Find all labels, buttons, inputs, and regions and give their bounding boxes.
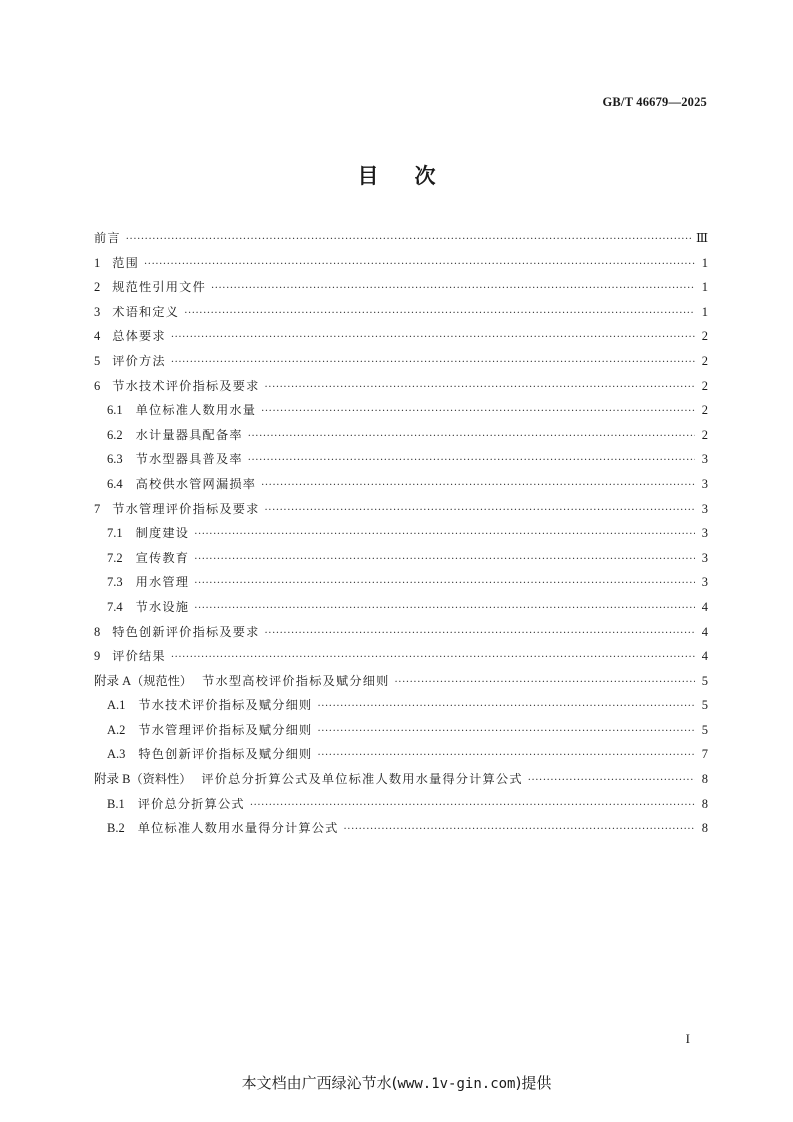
toc-entry-page: 2	[701, 353, 708, 368]
toc-entry[interactable]	[94, 497, 708, 522]
toc-entry-page: 2	[701, 378, 708, 393]
toc-leader-dots	[248, 425, 695, 450]
toc-leader-dots	[317, 744, 695, 769]
toc-leader-dots	[317, 720, 695, 745]
toc-entry[interactable]	[94, 423, 708, 448]
toc-entry-label: 节水管理评价指标及要求	[112, 501, 260, 516]
toc-entry-number: 7	[94, 501, 101, 516]
toc-entry[interactable]	[94, 349, 708, 374]
toc-entry-number: 7.1	[107, 526, 123, 541]
toc-entry-number: A.2	[107, 722, 126, 737]
toc-entry-number: 8	[94, 624, 101, 639]
toc-entry-number: 5	[94, 353, 101, 368]
toc-entry[interactable]	[94, 718, 708, 743]
toc-entry[interactable]	[94, 816, 708, 841]
standard-code: GB/T 46679—2025	[602, 95, 707, 109]
toc-entry-number: B.2	[107, 821, 125, 836]
toc-entry-number: B.1	[107, 796, 125, 811]
toc-entry-page: 8	[701, 821, 708, 836]
page-title: 目次	[357, 164, 472, 188]
toc-entry[interactable]	[94, 669, 708, 694]
toc-entry-number: 7.2	[107, 550, 123, 565]
toc-entry[interactable]	[94, 644, 708, 669]
table-of-contents	[94, 226, 708, 841]
toc-entry-label: 宣传教育	[135, 550, 190, 565]
toc-entry-label: 节水型高校评价指标及赋分细则	[202, 673, 390, 688]
toc-entry-number: 7.3	[107, 575, 123, 590]
toc-entry-page: 5	[701, 698, 708, 713]
toc-entry-page: 7	[701, 747, 708, 762]
toc-leader-dots	[261, 400, 695, 425]
toc-leader-dots	[194, 572, 695, 597]
toc-entry-number: A.1	[107, 698, 126, 713]
toc-entry-number: A.3	[107, 747, 126, 762]
toc-entry-page: 3	[701, 501, 708, 516]
toc-leader-dots	[126, 228, 691, 253]
toc-entry-label: 节水设施	[135, 599, 190, 614]
toc-entry-number: 6.3	[107, 452, 123, 467]
toc-leader-dots	[261, 474, 695, 499]
toc-entry-page: 2	[701, 329, 708, 344]
toc-entry-label: 用水管理	[135, 575, 190, 590]
toc-entry-number: 6	[94, 378, 101, 393]
toc-leader-dots	[250, 794, 695, 819]
toc-entry[interactable]	[94, 226, 708, 251]
toc-entry-label: 术语和定义	[112, 304, 180, 319]
toc-entry[interactable]	[94, 546, 708, 571]
toc-entry[interactable]	[94, 324, 708, 349]
toc-entry-page: 2	[701, 403, 708, 418]
toc-entry-page: 3	[701, 526, 708, 541]
toc-entry-label: 单位标准人数用水量得分计算公式	[137, 821, 339, 836]
toc-entry-page: 5	[701, 673, 708, 688]
toc-entry-number: 7.4	[107, 599, 123, 614]
toc-leader-dots	[265, 499, 695, 524]
toc-entry-annex-type: （资料性）	[130, 772, 192, 787]
toc-entry-number: 9	[94, 649, 101, 664]
toc-entry-label: 制度建设	[135, 526, 190, 541]
toc-entry-label: 节水型器具普及率	[135, 452, 243, 467]
toc-leader-dots	[344, 818, 695, 843]
toc-leader-dots	[395, 671, 695, 696]
toc-entry[interactable]	[94, 595, 708, 620]
toc-entry-label: 评价总分折算公式	[137, 796, 245, 811]
toc-entry-page: 3	[701, 550, 708, 565]
toc-leader-dots	[171, 351, 695, 376]
toc-entry-page: 1	[701, 255, 708, 270]
toc-leader-dots	[211, 277, 695, 302]
toc-entry-page: 2	[701, 427, 708, 442]
toc-entry-page: 3	[701, 452, 708, 467]
toc-entry[interactable]	[94, 521, 708, 546]
toc-entry-label: 规范性引用文件	[112, 280, 206, 295]
toc-entry-label: 节水技术评价指标及要求	[112, 378, 260, 393]
toc-entry[interactable]	[94, 398, 708, 423]
toc-entry-page: 3	[701, 476, 708, 491]
toc-leader-dots	[171, 646, 695, 671]
toc-leader-dots	[265, 376, 695, 401]
toc-entry-label: 高校供水管网漏损率	[135, 476, 257, 491]
toc-entry-label: 节水管理评价指标及赋分细则	[138, 722, 313, 737]
toc-entry-label: 评价结果	[112, 649, 166, 664]
toc-entry[interactable]	[94, 300, 708, 325]
toc-leader-dots	[144, 253, 695, 278]
toc-entry[interactable]	[94, 374, 708, 399]
toc-entry-label: 水计量器具配备率	[135, 427, 243, 442]
toc-entry-label: 评价方法	[112, 353, 166, 368]
toc-entry[interactable]	[94, 251, 708, 276]
toc-entry-number: 附录 B	[94, 772, 131, 787]
toc-entry[interactable]	[94, 693, 708, 718]
toc-entry-number: 4	[94, 329, 101, 344]
toc-entry-number: 1	[94, 255, 101, 270]
toc-entry[interactable]	[94, 570, 708, 595]
toc-entry[interactable]	[94, 620, 708, 645]
toc-entry-page: 1	[701, 280, 708, 295]
toc-leader-dots	[248, 449, 695, 474]
toc-entry-page: 5	[701, 722, 708, 737]
toc-entry-label: 单位标准人数用水量	[135, 403, 257, 418]
toc-leader-dots	[194, 523, 695, 548]
toc-entry-page: 8	[701, 772, 708, 787]
toc-leader-dots	[194, 597, 695, 622]
provider-prefix: 本文档由广西绿沁节水(	[241, 1074, 398, 1092]
toc-entry-number: 6.4	[107, 476, 123, 491]
toc-entry-label: 范围	[112, 255, 140, 270]
toc-entry-page: 3	[701, 575, 708, 590]
toc-leader-dots	[184, 302, 695, 327]
toc-entry[interactable]	[94, 792, 708, 817]
toc-entry-label: 总体要求	[112, 329, 166, 344]
toc-entry[interactable]	[94, 767, 708, 792]
toc-entry-number: 6.1	[107, 403, 123, 418]
toc-entry-page: Ⅲ	[695, 231, 708, 245]
provider-suffix: )提供	[515, 1074, 552, 1092]
provider-url[interactable]: www.1v-gin.com	[397, 1076, 516, 1092]
provider-note	[0, 1072, 793, 1093]
toc-entry[interactable]	[94, 447, 708, 472]
toc-entry-page: 8	[701, 796, 708, 811]
toc-entry-number: 附录 A	[94, 673, 132, 688]
toc-leader-dots	[194, 548, 695, 573]
toc-entry-annex-type: （规范性）	[131, 673, 193, 688]
toc-entry-page: 4	[701, 649, 708, 664]
toc-entry-label: 特色创新评价指标及要求	[112, 624, 260, 639]
toc-entry-label: 特色创新评价指标及赋分细则	[138, 747, 313, 762]
toc-leader-dots	[265, 622, 695, 647]
toc-leader-dots	[171, 326, 695, 351]
toc-entry-number: 2	[94, 280, 101, 295]
toc-entry-number: 6.2	[107, 427, 123, 442]
toc-entry[interactable]	[94, 472, 708, 497]
toc-leader-dots	[528, 769, 695, 794]
toc-entry-page: 4	[701, 624, 708, 639]
toc-entry-label: 前言	[94, 231, 121, 245]
page-number: I	[685, 1031, 690, 1046]
toc-entry[interactable]	[94, 742, 708, 767]
toc-leader-dots	[317, 695, 695, 720]
toc-entry-page: 1	[701, 304, 708, 319]
toc-entry-label: 节水技术评价指标及赋分细则	[138, 698, 313, 713]
toc-entry-label: 评价总分折算公式及单位标准人数用水量得分计算公式	[201, 772, 523, 787]
toc-entry-number: 3	[94, 304, 101, 319]
toc-entry[interactable]	[94, 275, 708, 300]
toc-entry-page: 4	[701, 599, 708, 614]
